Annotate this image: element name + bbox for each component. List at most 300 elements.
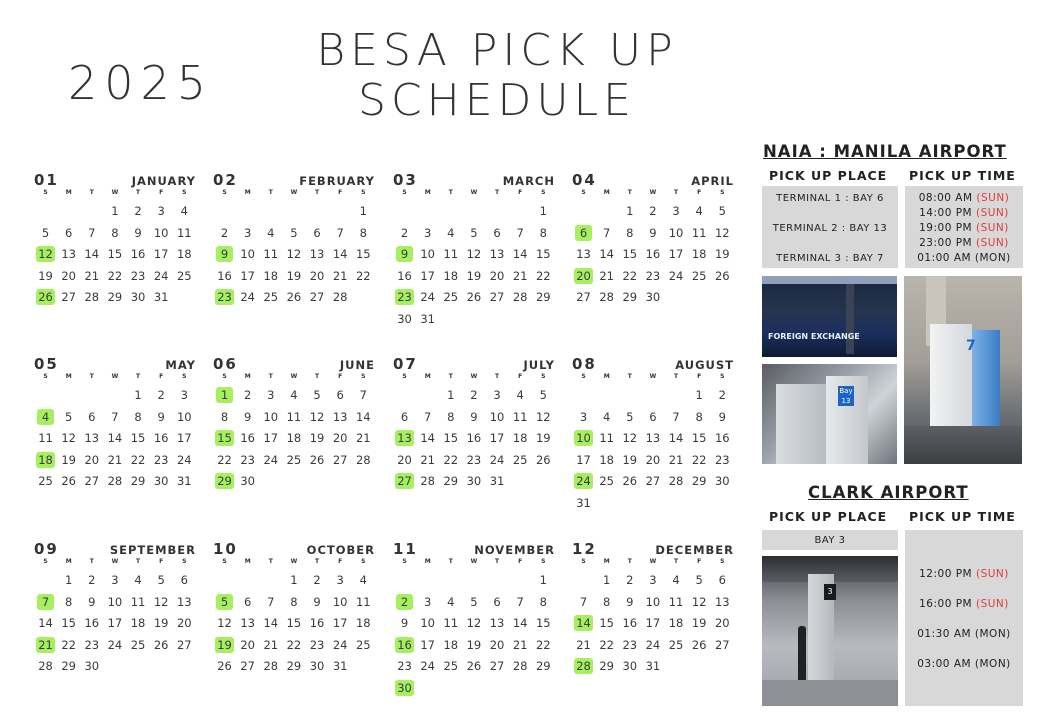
month-header bbox=[34, 355, 196, 373]
day: 8 bbox=[539, 594, 547, 609]
day: 22 bbox=[217, 452, 232, 467]
month-number: 05 bbox=[34, 355, 59, 373]
clark-place-1: BAY 3 bbox=[814, 535, 846, 546]
day: 26 bbox=[622, 474, 638, 488]
naia-time-5 bbox=[905, 252, 1023, 264]
day: 5 bbox=[65, 409, 73, 424]
naia-time-1 bbox=[905, 192, 1023, 204]
naia-time-header: PICK UP TIME bbox=[909, 168, 1016, 183]
day-grid bbox=[34, 201, 196, 309]
day: 7 bbox=[424, 409, 432, 424]
day: 14 bbox=[355, 409, 371, 424]
time-note: (MON) bbox=[974, 628, 1011, 640]
day: 29 bbox=[130, 474, 146, 488]
month-header bbox=[213, 355, 375, 373]
day: 8 bbox=[626, 225, 634, 240]
weekday-label: S bbox=[222, 373, 227, 380]
empty-cell bbox=[236, 201, 259, 223]
day: 3 bbox=[180, 388, 188, 402]
day: 16 bbox=[217, 268, 232, 283]
day: 2 bbox=[157, 388, 165, 402]
day: 15 bbox=[691, 431, 707, 445]
day: 9 bbox=[313, 594, 321, 609]
day: 25 bbox=[512, 452, 528, 467]
weekday-label: F bbox=[697, 558, 702, 565]
empty-cell bbox=[236, 570, 259, 592]
pickup-day: 12 bbox=[38, 247, 53, 261]
weekday-label: M bbox=[424, 558, 431, 565]
day: 6 bbox=[180, 573, 188, 587]
day: 3 bbox=[649, 573, 657, 587]
day: 19 bbox=[466, 637, 482, 652]
day: 17 bbox=[420, 268, 435, 283]
month-header bbox=[213, 171, 375, 189]
day: 30 bbox=[309, 659, 325, 673]
day: 3 bbox=[267, 388, 275, 402]
weekday-label: T bbox=[674, 373, 679, 380]
day: 24 bbox=[420, 290, 435, 304]
day: 9 bbox=[470, 409, 478, 424]
day: 26 bbox=[466, 290, 482, 304]
pickup-day: 14 bbox=[576, 616, 591, 630]
weekday-label: S bbox=[222, 189, 227, 196]
weekday-label: S bbox=[402, 189, 407, 196]
day: 1 bbox=[695, 388, 703, 402]
day: 10 bbox=[645, 594, 661, 609]
weekday-label: M bbox=[603, 373, 610, 380]
day: 25 bbox=[130, 637, 146, 652]
clark-title: CLARK AIRPORT bbox=[808, 483, 969, 502]
weekday-label: T bbox=[495, 558, 500, 565]
day: 21 bbox=[263, 637, 279, 652]
day: 13 bbox=[489, 616, 505, 630]
day: 28 bbox=[332, 290, 348, 304]
weekday-label: W bbox=[470, 558, 478, 565]
day: 11 bbox=[691, 225, 707, 240]
clark-time-2 bbox=[905, 598, 1023, 610]
month-number: 09 bbox=[34, 540, 59, 558]
day: 13 bbox=[84, 431, 100, 445]
weekday-label: M bbox=[65, 373, 72, 380]
day: 10 bbox=[668, 225, 684, 240]
day: 8 bbox=[220, 409, 229, 424]
day: 27 bbox=[645, 474, 661, 488]
day: 2 bbox=[718, 388, 726, 402]
day: 9 bbox=[157, 409, 165, 424]
month-header bbox=[213, 540, 375, 558]
empty-cell bbox=[572, 201, 595, 223]
exchange-sign: FOREIGN EXCHANGE bbox=[768, 332, 860, 341]
empty-cell bbox=[259, 201, 282, 223]
day: 14 bbox=[107, 431, 123, 445]
day: 7 bbox=[336, 225, 344, 240]
day: 17 bbox=[576, 452, 591, 467]
weekday-label: S bbox=[720, 373, 725, 380]
day: 23 bbox=[466, 452, 482, 467]
empty-cell bbox=[282, 201, 305, 223]
day: 7 bbox=[267, 594, 275, 609]
weekday-label: T bbox=[315, 558, 320, 565]
weekday-label: T bbox=[627, 373, 632, 380]
day: 28 bbox=[355, 452, 371, 467]
day: 5 bbox=[157, 573, 165, 587]
month-header bbox=[393, 171, 555, 189]
day: 14 bbox=[84, 247, 100, 261]
day: 1 bbox=[603, 573, 611, 587]
day: 27 bbox=[176, 637, 192, 652]
day: 19 bbox=[61, 452, 76, 467]
day: 28 bbox=[512, 659, 528, 673]
weekday-label: M bbox=[65, 558, 72, 565]
empty-cell bbox=[416, 385, 439, 407]
day: 23 bbox=[622, 637, 638, 652]
day: 22 bbox=[61, 637, 76, 652]
month-number: 10 bbox=[213, 540, 238, 558]
day: 2 bbox=[313, 573, 321, 587]
time-note: (SUN) bbox=[975, 598, 1009, 610]
day: 5 bbox=[695, 573, 703, 587]
day: 23 bbox=[397, 659, 412, 673]
day: 11 bbox=[599, 431, 614, 445]
day: 21 bbox=[599, 268, 614, 283]
weekday-label: S bbox=[541, 558, 546, 565]
day: 29 bbox=[599, 659, 614, 673]
day: 26 bbox=[466, 659, 482, 673]
day: 22 bbox=[691, 452, 707, 467]
day: 20 bbox=[84, 452, 100, 467]
time-value: 14:00 PM bbox=[919, 207, 973, 219]
weekday-row bbox=[393, 373, 555, 385]
day: 28 bbox=[107, 474, 123, 488]
month-name: OCTOBER bbox=[306, 543, 375, 557]
day: 22 bbox=[622, 268, 638, 283]
day: 4 bbox=[180, 204, 188, 218]
month-name: MAY bbox=[165, 358, 196, 372]
day: 12 bbox=[622, 431, 638, 445]
weekday-label: S bbox=[541, 373, 546, 380]
day: 30 bbox=[397, 311, 412, 326]
day: 20 bbox=[714, 616, 730, 630]
day: 20 bbox=[61, 268, 76, 283]
day: 31 bbox=[153, 290, 169, 304]
day: 6 bbox=[718, 573, 726, 587]
weekday-label: S bbox=[43, 558, 48, 565]
day-grid bbox=[213, 570, 375, 678]
day: 28 bbox=[512, 290, 528, 304]
day: 8 bbox=[447, 409, 455, 424]
time-note: (MON) bbox=[974, 252, 1011, 264]
naia-place-2: TERMINAL 2 : BAY 13 bbox=[772, 223, 888, 234]
day: 25 bbox=[691, 268, 707, 283]
pickup-day: 5 bbox=[213, 592, 236, 614]
day-grid bbox=[213, 201, 375, 309]
weekday-label: S bbox=[581, 373, 586, 380]
weekday-label: S bbox=[361, 189, 366, 196]
day: 8 bbox=[539, 225, 547, 240]
day: 17 bbox=[332, 616, 348, 630]
day: 11 bbox=[286, 409, 302, 424]
year-heading: 2025 bbox=[68, 56, 214, 110]
empty-cell bbox=[34, 385, 57, 407]
day: 3 bbox=[157, 204, 165, 218]
day: 29 bbox=[691, 474, 707, 488]
empty-cell bbox=[462, 570, 485, 592]
weekday-label: F bbox=[338, 373, 343, 380]
day: 4 bbox=[134, 573, 142, 587]
day: 31 bbox=[420, 311, 435, 326]
weekday-label: W bbox=[470, 189, 478, 196]
naia-place-3: TERMINAL 3 : BAY 7 bbox=[776, 253, 884, 264]
day: 10 bbox=[153, 225, 169, 240]
weekday-row bbox=[34, 558, 196, 570]
day: 18 bbox=[355, 616, 371, 630]
empty-cell bbox=[439, 201, 462, 223]
naia-time-3 bbox=[905, 222, 1023, 234]
day: 12 bbox=[466, 616, 482, 630]
weekday-label: T bbox=[268, 189, 273, 196]
pickup-day: 16 bbox=[397, 637, 412, 652]
empty-cell bbox=[80, 385, 103, 407]
day: 16 bbox=[466, 431, 482, 445]
day: 8 bbox=[65, 594, 73, 609]
day: 5 bbox=[41, 225, 50, 240]
empty-cell bbox=[57, 201, 80, 223]
day: 6 bbox=[313, 225, 321, 240]
weekday-label: T bbox=[136, 189, 141, 196]
day: 1 bbox=[539, 204, 547, 218]
day: 24 bbox=[332, 637, 348, 652]
day: 7 bbox=[516, 594, 524, 609]
day: 22 bbox=[599, 637, 614, 652]
day: 22 bbox=[130, 452, 146, 467]
month-calendar bbox=[572, 355, 734, 514]
weekday-label: W bbox=[290, 373, 298, 380]
pickup-day: 28 bbox=[576, 659, 591, 673]
empty-cell bbox=[486, 201, 509, 223]
day: 6 bbox=[88, 409, 96, 424]
pickup-day: 27 bbox=[397, 474, 412, 488]
day: 24 bbox=[176, 452, 192, 467]
pickup-day: 10 bbox=[576, 431, 591, 445]
empty-cell bbox=[486, 570, 509, 592]
day: 25 bbox=[286, 452, 302, 467]
day: 22 bbox=[355, 268, 371, 283]
weekday-label: M bbox=[65, 189, 72, 196]
day: 9 bbox=[718, 409, 726, 424]
day: 4 bbox=[290, 388, 298, 402]
day: 23 bbox=[645, 268, 661, 283]
day: 13 bbox=[309, 247, 325, 261]
day: 30 bbox=[622, 659, 638, 673]
weekday-label: S bbox=[720, 558, 725, 565]
weekday-label: F bbox=[697, 373, 702, 380]
day: 26 bbox=[714, 268, 730, 283]
day: 3 bbox=[424, 594, 432, 609]
day: 10 bbox=[489, 409, 505, 424]
weekday-label: S bbox=[720, 189, 725, 196]
weekday-label: F bbox=[518, 373, 523, 380]
naia-place-1: TERMINAL 1 : BAY 6 bbox=[776, 193, 884, 204]
day: 15 bbox=[286, 616, 302, 630]
day: 2 bbox=[400, 225, 409, 240]
day: 4 bbox=[672, 573, 680, 587]
weekday-label: F bbox=[338, 189, 343, 196]
day: 16 bbox=[240, 431, 255, 445]
empty-cell bbox=[509, 570, 532, 592]
month-number: 12 bbox=[572, 540, 597, 558]
naia-photo-bay13 bbox=[762, 364, 897, 464]
day: 22 bbox=[535, 268, 551, 283]
month-calendar bbox=[393, 540, 555, 699]
day: 24 bbox=[420, 659, 435, 673]
day: 25 bbox=[176, 268, 192, 283]
weekday-label: M bbox=[244, 189, 251, 196]
day: 25 bbox=[668, 637, 684, 652]
day: 12 bbox=[691, 594, 707, 609]
weekday-label: T bbox=[136, 558, 141, 565]
day: 20 bbox=[489, 637, 505, 652]
weekday-label: S bbox=[581, 558, 586, 565]
weekday-label: F bbox=[338, 558, 343, 565]
day: 21 bbox=[512, 637, 528, 652]
day: 23 bbox=[240, 452, 255, 467]
empty-cell bbox=[393, 201, 416, 223]
day: 19 bbox=[535, 431, 551, 445]
day: 29 bbox=[443, 474, 459, 488]
weekday-label: T bbox=[89, 558, 94, 565]
day: 20 bbox=[489, 268, 505, 283]
day: 3 bbox=[424, 225, 432, 240]
weekday-label: T bbox=[89, 373, 94, 380]
day: 24 bbox=[107, 637, 123, 652]
day: 23 bbox=[153, 452, 169, 467]
day: 8 bbox=[290, 594, 298, 609]
day: 21 bbox=[512, 268, 528, 283]
day: 25 bbox=[443, 290, 459, 304]
day-grid bbox=[34, 385, 196, 493]
day: 25 bbox=[355, 637, 371, 652]
day: 7 bbox=[88, 225, 96, 240]
day: 10 bbox=[420, 616, 435, 630]
pickup-day: 2 bbox=[393, 592, 416, 614]
day: 11 bbox=[668, 594, 684, 609]
pickup-day: 13 bbox=[397, 431, 412, 445]
day: 14 bbox=[599, 247, 614, 261]
day: 6 bbox=[649, 409, 657, 424]
weekday-row bbox=[34, 189, 196, 201]
day: 13 bbox=[489, 247, 505, 261]
weekday-label: S bbox=[43, 373, 48, 380]
day: 1 bbox=[111, 204, 119, 218]
weekday-label: W bbox=[649, 189, 657, 196]
day: 18 bbox=[286, 431, 302, 445]
day: 23 bbox=[714, 452, 730, 467]
weekday-label: F bbox=[159, 558, 164, 565]
weekday-label: F bbox=[697, 189, 702, 196]
day: 5 bbox=[290, 225, 298, 240]
day: 9 bbox=[626, 594, 634, 609]
day: 27 bbox=[489, 290, 505, 304]
day: 5 bbox=[313, 388, 321, 402]
empty-cell bbox=[393, 570, 416, 592]
day: 16 bbox=[714, 431, 730, 445]
day: 25 bbox=[38, 474, 53, 488]
clark-time-box bbox=[905, 530, 1023, 706]
weekday-row bbox=[213, 558, 375, 570]
time-value: 01:30 AM bbox=[917, 628, 972, 640]
weekday-row bbox=[393, 189, 555, 201]
month-number: 11 bbox=[393, 540, 418, 558]
month-number: 02 bbox=[213, 171, 238, 189]
day: 6 bbox=[493, 225, 501, 240]
pickup-day: 29 bbox=[217, 474, 232, 488]
day: 26 bbox=[217, 659, 232, 673]
day: 14 bbox=[512, 616, 528, 630]
clark-place-header: PICK UP PLACE bbox=[769, 509, 888, 524]
day: 9 bbox=[134, 225, 142, 240]
day: 2 bbox=[134, 204, 142, 218]
day: 31 bbox=[176, 474, 192, 488]
month-name: AUGUST bbox=[675, 358, 734, 372]
day: 24 bbox=[645, 637, 661, 652]
day: 28 bbox=[38, 659, 53, 673]
naia-title: NAIA : MANILA AIRPORT bbox=[763, 142, 1007, 161]
pickup-day: 24 bbox=[576, 474, 591, 488]
day: 17 bbox=[489, 431, 505, 445]
day: 17 bbox=[645, 616, 661, 630]
day: 2 bbox=[220, 225, 229, 240]
day-grid bbox=[393, 570, 555, 699]
day: 30 bbox=[714, 474, 730, 488]
weekday-label: M bbox=[244, 373, 251, 380]
time-note: (SUN) bbox=[975, 222, 1009, 234]
day: 9 bbox=[400, 616, 409, 630]
day: 24 bbox=[668, 268, 684, 283]
title-line-1: BESA PICK UP bbox=[316, 25, 678, 76]
naia-photo-exchange bbox=[762, 276, 897, 357]
month-calendar bbox=[213, 171, 375, 309]
day: 27 bbox=[332, 452, 348, 467]
day: 31 bbox=[489, 474, 505, 488]
naia-place-header: PICK UP PLACE bbox=[769, 168, 888, 183]
day: 16 bbox=[622, 616, 638, 630]
empty-cell bbox=[416, 201, 439, 223]
weekday-label: M bbox=[424, 189, 431, 196]
weekday-label: F bbox=[159, 189, 164, 196]
month-name: MARCH bbox=[502, 174, 555, 188]
weekday-row bbox=[393, 558, 555, 570]
page-title bbox=[272, 26, 722, 126]
day: 18 bbox=[668, 616, 684, 630]
empty-cell bbox=[665, 385, 688, 407]
weekday-label: M bbox=[244, 558, 251, 565]
time-value: 23:00 PM bbox=[919, 237, 973, 249]
day: 18 bbox=[130, 616, 146, 630]
day: 5 bbox=[470, 225, 478, 240]
day: 8 bbox=[134, 409, 142, 424]
day: 1 bbox=[134, 388, 142, 402]
day: 12 bbox=[153, 594, 169, 609]
weekday-label: T bbox=[268, 558, 273, 565]
clark-time-1 bbox=[905, 568, 1023, 580]
day: 20 bbox=[645, 452, 661, 467]
day: 28 bbox=[263, 659, 279, 673]
day: 27 bbox=[714, 637, 730, 652]
day: 9 bbox=[88, 594, 96, 609]
empty-cell bbox=[462, 201, 485, 223]
month-name: JUNE bbox=[339, 358, 375, 372]
day: 27 bbox=[84, 474, 100, 488]
